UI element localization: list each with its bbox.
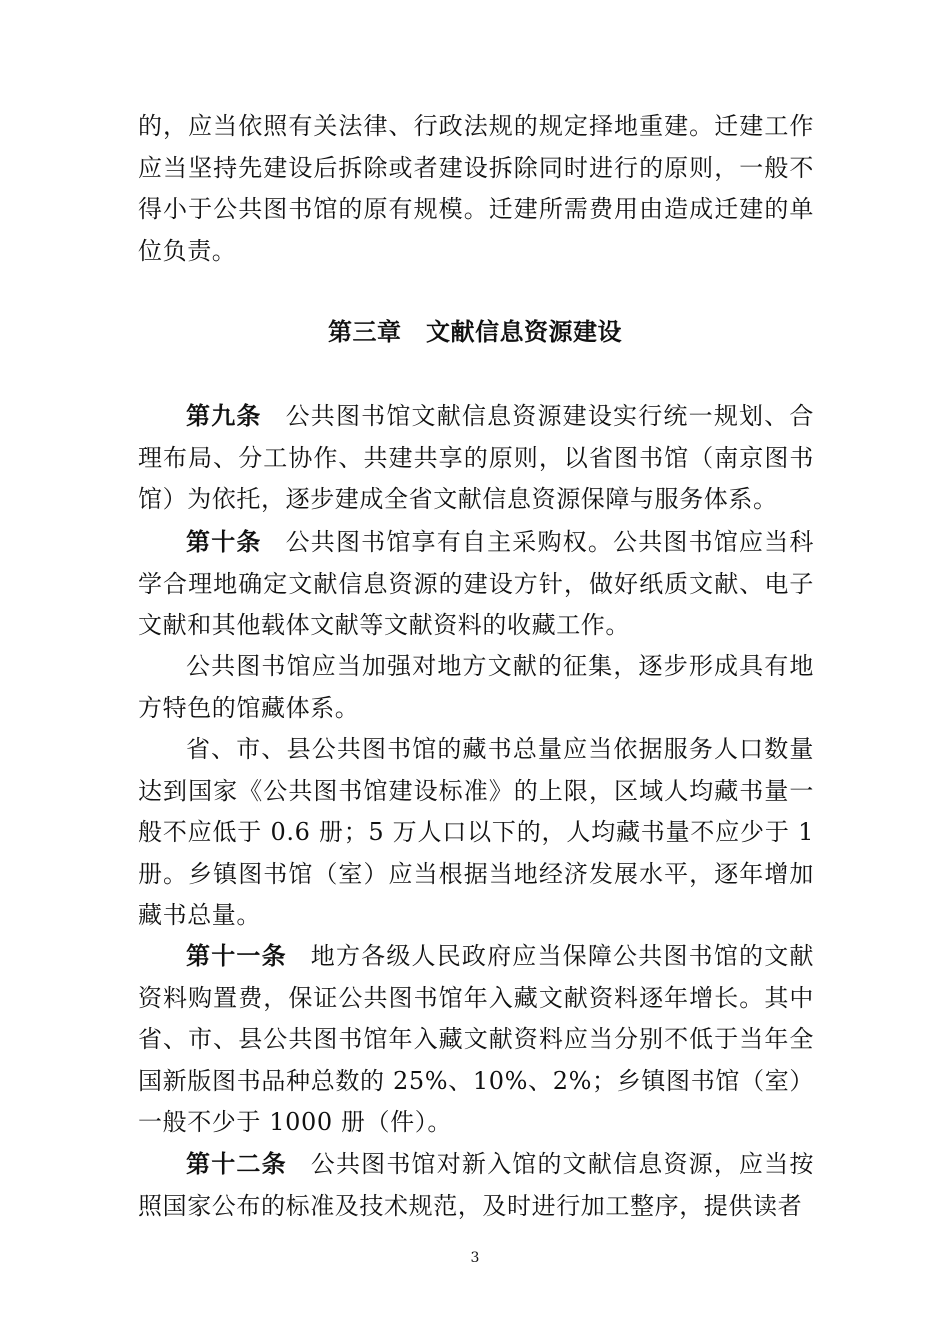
article-12 [138, 1144, 814, 1227]
article-text: 地方各级人民政府应当保障公共图书馆的文献资料购置费，保证公共图书馆年入藏文献资料逐年增长。其中省、市、县公共图书馆年入藏文献资料应当分别不低于当年全国新版图书品种总数的 25%、10%、2%；乡镇图书馆（室）一般不少于 1000 册（件）。 [138, 942, 814, 1136]
article-number: 第十二条 [186, 1150, 287, 1178]
article-10-paragraph-3 [138, 729, 814, 937]
paragraph-text: 公共图书馆应当加强对地方文献的征集，逐步形成具有地方特色的馆藏体系。 [138, 652, 814, 722]
paragraph-text: 省、市、县公共图书馆的藏书总量应当依据服务人口数量达到国家《公共图书馆建设标准》的上限，区域人均藏书量一般不应低于 0.6 册；5 万人口以下的，人均藏书量不应少于 1 册。乡镇图书馆（室）应当根据当地经济发展水平，逐年增加藏书总量。 [138, 735, 814, 929]
article-9 [138, 396, 814, 521]
article-number: 第九条 [186, 402, 262, 430]
article-10-paragraph-2 [138, 646, 814, 729]
article-10 [138, 522, 814, 647]
article-text: 公共图书馆对新入馆的文献信息资源，应当按照国家公布的标准及技术规范，及时进行加工整序，提供读者 [138, 1150, 814, 1220]
page-number: 3 [470, 1250, 480, 1266]
paragraph-text: 的，应当依照有关法律、行政法规的规定择地重建。迁建工作应当坚持先建设后拆除或者建设拆除同时进行的原则，一般不得小于公共图书馆的原有规模。迁建所需费用由造成迁建的单位负责。 [138, 112, 814, 265]
article-11 [138, 936, 814, 1144]
article-number: 第十条 [186, 528, 262, 556]
chapter-heading: 第三章 文献信息资源建设 [328, 318, 622, 346]
article-text: 公共图书馆文献信息资源建设实行统一规划、合理布局、分工协作、共建共享的原则，以省图书馆（南京图书馆）为依托，逐步建成全省文献信息资源保障与服务体系。 [138, 402, 814, 513]
article-text: 公共图书馆享有自主采购权。公共图书馆应当科学合理地确定文献信息资源的建设方针，做好纸质文献、电子文献和其他载体文献等文献资料的收藏工作。 [138, 528, 814, 639]
paragraph-relocation-continued [138, 106, 814, 272]
article-number: 第十一条 [186, 942, 287, 970]
